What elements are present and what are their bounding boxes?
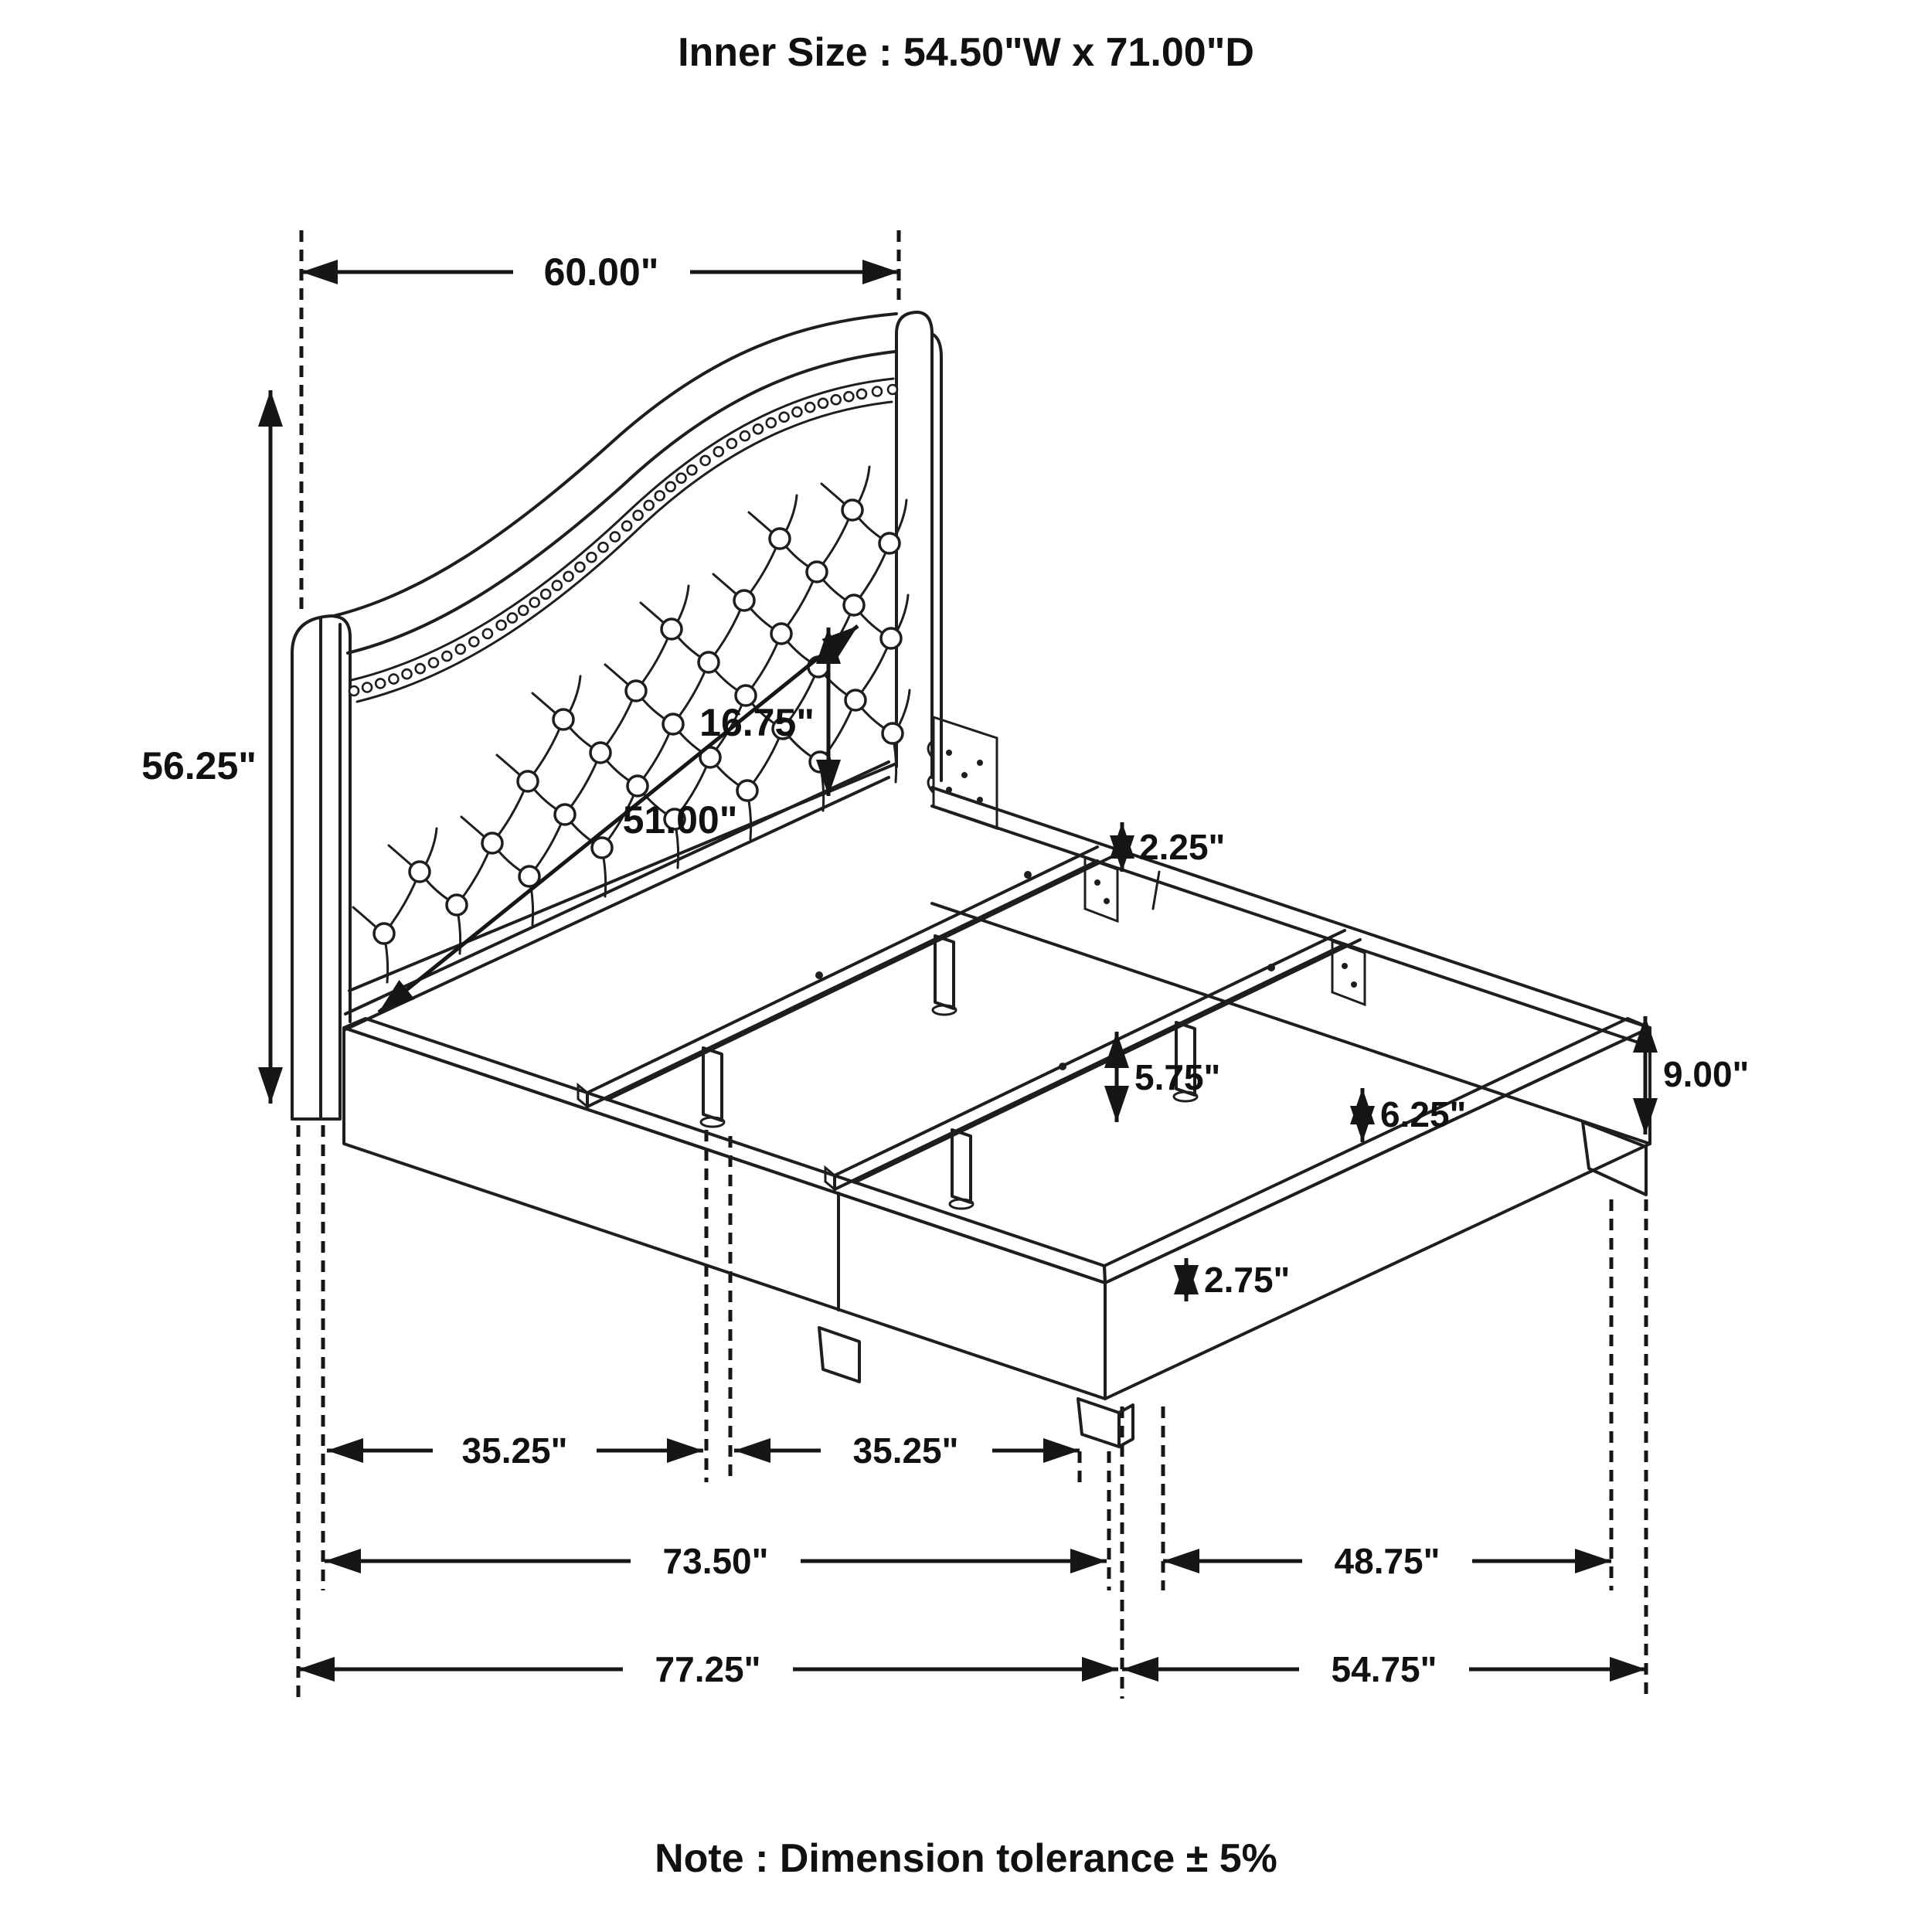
tuft-button — [592, 838, 612, 858]
dim-frame-length-inner — [325, 1541, 1107, 1581]
dim-label-foot-leg-height: 2.75" — [1204, 1260, 1291, 1300]
dim-label-panel-height: 16.75" — [699, 701, 815, 744]
dim-frame-width-inner — [1163, 1541, 1611, 1581]
dim-foot-leg-height — [1186, 1258, 1290, 1301]
nailhead-dot — [805, 403, 815, 412]
dim-headboard-width — [301, 250, 899, 294]
tuft-seam — [531, 886, 533, 925]
nailhead-dot — [655, 492, 665, 501]
nailhead-dot — [376, 679, 385, 688]
nailhead-dot — [832, 395, 841, 404]
tuft-seam — [641, 603, 664, 623]
nailhead-dot — [429, 658, 438, 668]
dim-label-frame-length-inner: 73.50" — [662, 1541, 769, 1581]
tuft-seam — [532, 693, 556, 713]
dim-label-inner-width: 51.00" — [622, 798, 738, 842]
dim-label-headboard-height: 56.25" — [141, 744, 257, 787]
tuft-button — [842, 500, 862, 520]
tuft-button — [662, 619, 682, 639]
nailhead-dot — [442, 651, 451, 661]
nailhead-dot — [818, 399, 828, 408]
dim-slat-thickness — [1122, 822, 1225, 909]
tuft-button — [628, 776, 648, 796]
dim-label-front-span-left: 35.25" — [461, 1430, 568, 1471]
dim-label-side-rail-height: 6.25" — [1380, 1094, 1467, 1134]
dim-footboard-corner-height — [1645, 1016, 1749, 1134]
dim-label-footboard-height: 9.00" — [1663, 1054, 1750, 1094]
tuft-button — [590, 743, 611, 763]
tuft-button — [737, 781, 757, 801]
nailhead-dot — [599, 543, 608, 552]
nailhead-dot — [792, 407, 801, 417]
dim-overall-width — [1122, 1649, 1646, 1689]
nailhead-dot — [666, 482, 675, 492]
nailhead-dot — [530, 598, 539, 607]
nailhead-dot — [564, 572, 573, 581]
dim-headboard-height — [141, 390, 270, 1104]
tuft-seam — [821, 484, 845, 504]
nailhead-dot — [349, 686, 359, 696]
dim-overall-length — [298, 1649, 1118, 1689]
bed-frame — [344, 717, 1650, 1447]
nailhead-dot — [687, 465, 696, 474]
foot-near-leg — [1078, 1399, 1133, 1447]
dim-front-span-right — [734, 1430, 1080, 1471]
tuft-seam — [678, 586, 689, 621]
dim-label-slat-leg-height: 5.75" — [1134, 1057, 1221, 1097]
nailhead-dot — [575, 563, 584, 572]
tuft-button — [447, 895, 467, 915]
tuft-seam — [749, 801, 751, 839]
dim-label-headboard-width: 60.00" — [543, 250, 659, 294]
nailhead-dot — [645, 501, 654, 510]
slat-legs — [701, 936, 1197, 1209]
dim-side-rail-height — [1362, 1088, 1466, 1142]
tuft-seam — [570, 676, 580, 712]
nailhead-dot — [389, 675, 398, 684]
nailhead-dot — [519, 606, 528, 615]
tuft-button — [518, 771, 538, 791]
tuft-button — [663, 714, 683, 734]
tuft-button — [771, 624, 791, 644]
nailhead-trim — [349, 379, 897, 702]
nailhead-dot — [403, 669, 412, 679]
dim-headboard-inner-width — [379, 626, 858, 1012]
tuft-seam — [426, 828, 437, 864]
tuft-seam — [353, 907, 376, 927]
tuft-seam — [897, 595, 908, 631]
page-title: Inner Size : 54.50"W x 71.00"D — [678, 30, 1254, 75]
tuft-button — [844, 595, 864, 615]
nailhead-dot — [469, 637, 478, 646]
nailhead-dot — [587, 553, 596, 562]
tuft-seam — [497, 755, 520, 775]
nailhead-dot — [553, 581, 562, 590]
dim-label-overall-width: 54.75" — [1331, 1649, 1437, 1689]
nailhead-dot — [483, 629, 492, 638]
tuft-button — [734, 590, 754, 611]
foot-far-leg — [1583, 1122, 1646, 1195]
tuft-seam — [605, 665, 628, 685]
tuft-seam — [749, 512, 772, 532]
nailhead-dot — [362, 683, 372, 692]
nailhead-dot — [740, 431, 750, 440]
tuft-button — [881, 628, 901, 648]
dim-label-front-span-right: 35.25" — [852, 1430, 959, 1471]
nailhead-dot — [780, 413, 789, 422]
extension-lines — [298, 230, 1646, 1699]
tuft-seam — [899, 690, 910, 726]
note-text: Note : Dimension tolerance ± 5% — [655, 1836, 1277, 1881]
nailhead-dot — [753, 424, 763, 434]
dim-label-frame-width-inner: 48.75" — [1334, 1541, 1440, 1581]
tuft-button — [482, 833, 502, 853]
nailhead-dot — [622, 522, 631, 531]
nailhead-dot — [844, 392, 853, 401]
tuft-button — [626, 681, 646, 701]
nailhead-dot — [508, 614, 517, 623]
tuft-seam — [713, 574, 736, 594]
tufted-panel — [349, 467, 910, 991]
nailhead-dot — [727, 439, 736, 448]
tuft-button — [807, 562, 827, 582]
tuft-button — [374, 923, 394, 944]
nailhead-dot — [677, 474, 686, 483]
nailhead-dot — [701, 456, 710, 465]
tuft-seam — [389, 845, 412, 866]
dim-panel-height — [699, 628, 828, 796]
dim-label-slat-thickness: 2.25" — [1139, 827, 1226, 867]
tuft-seam — [786, 495, 797, 531]
nailhead-dot — [611, 532, 620, 542]
nailhead-dot — [497, 621, 506, 630]
dim-label-overall-length: 77.25" — [655, 1649, 761, 1689]
tuft-button — [845, 690, 866, 710]
mounting-bracket — [928, 717, 997, 828]
nailhead-dot — [888, 385, 897, 394]
tuft-button — [553, 709, 573, 730]
nailhead-dot — [857, 389, 866, 399]
tuft-button — [770, 529, 790, 549]
dim-front-span-left — [327, 1430, 703, 1471]
nailhead-dot — [767, 418, 776, 427]
nailhead-dot — [456, 645, 465, 654]
near-side-rail — [344, 1019, 1105, 1399]
tuft-button — [555, 804, 575, 825]
nailhead-dot — [634, 511, 643, 520]
nailhead-dot — [872, 387, 882, 396]
nailhead-dot — [714, 447, 723, 456]
tuft-seam — [859, 467, 869, 502]
mid-rail-leg — [819, 1328, 859, 1382]
left-post — [292, 616, 350, 1119]
support-slat-2 — [825, 930, 1360, 1189]
tuft-seam — [461, 817, 485, 837]
tuft-seam — [604, 858, 606, 896]
nailhead-dot — [541, 590, 550, 599]
tuft-button — [699, 652, 719, 672]
tuft-button — [410, 862, 430, 882]
top-roll — [334, 314, 896, 653]
headboard — [292, 312, 941, 1119]
right-post — [896, 312, 941, 781]
nailhead-dot — [416, 664, 425, 673]
tuft-button — [879, 533, 900, 553]
tuft-button — [883, 723, 903, 743]
